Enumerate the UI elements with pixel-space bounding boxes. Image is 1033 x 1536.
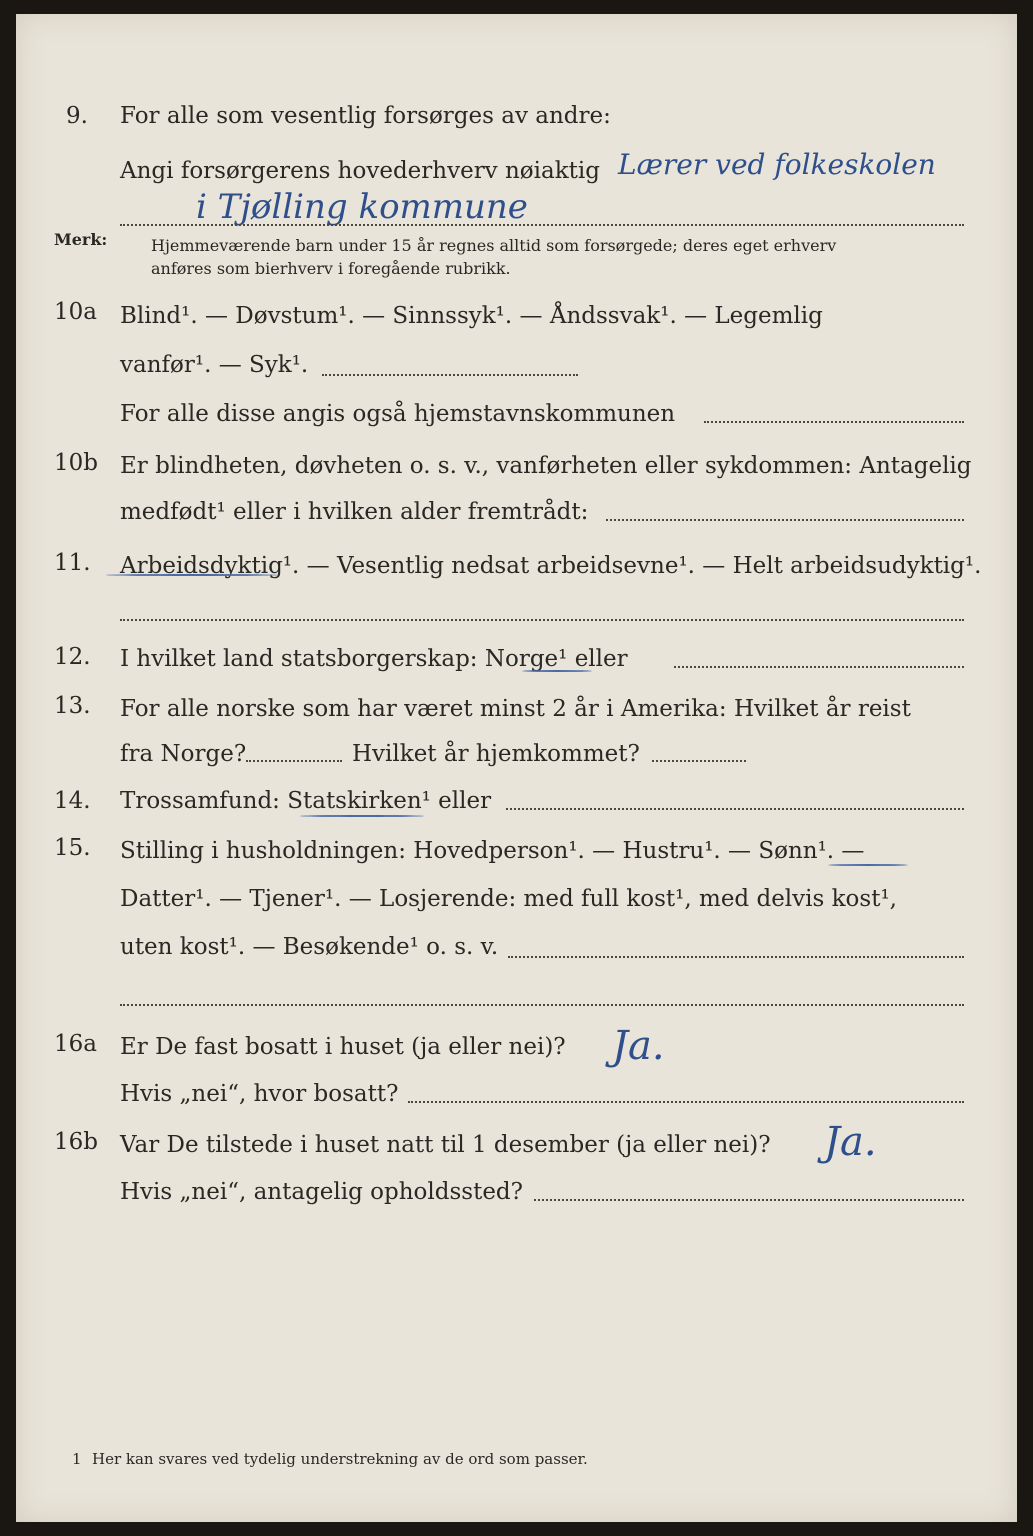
q15-sonn-underline <box>828 864 908 866</box>
q10b-number: 10b <box>54 450 98 476</box>
q9-number: 9. <box>66 103 88 129</box>
merk-label: Merk: <box>54 230 108 249</box>
q14-number: 14. <box>54 788 91 814</box>
q10a-hjemstavn-rule <box>704 421 964 423</box>
q15-rule <box>508 956 964 958</box>
q15-extra-rule <box>120 1004 964 1006</box>
q15-line1: Stilling i husholdningen: Hovedperson¹. — Hustru¹. — Sønn¹. — <box>120 838 865 864</box>
q10a-line1: Blind¹. — Døvstum¹. — Sinnssyk¹. — Åndssvak¹. — Legemlig <box>120 303 823 329</box>
q13-hjemkommet-rule <box>652 760 746 762</box>
q11-arbeidsdyktig-underline <box>106 574 278 576</box>
q16b-rule <box>534 1199 964 1201</box>
q10b-line1: Er blindheten, døvheten o. s. v., vanførheten eller sykdommen: Antagelig <box>120 453 972 479</box>
q12-rule <box>674 666 964 668</box>
q11-number: 11. <box>54 550 91 576</box>
q12-number: 12. <box>54 644 91 670</box>
q13-line2a: fra Norge? <box>120 741 247 767</box>
q16a-line2: Hvis „nei“, hvor bosatt? <box>120 1081 399 1107</box>
merk-line2: anføres som bierhverv i foregående rubrikk. <box>151 259 511 278</box>
q10a-line3: For alle disse angis også hjemstavnskommunen <box>120 401 676 427</box>
q14-rule <box>506 808 964 810</box>
q9-line1: For alle som vesentlig forsørges av andre: <box>120 103 611 129</box>
q16b-line1: Var De tilstede i huset natt til 1 desember (ja eller nei)? <box>120 1132 771 1158</box>
q9-answer-line2: i Tjølling kommune <box>196 187 528 227</box>
q12-line1: I hvilket land statsborgerskap: Norge¹ eller <box>120 646 628 672</box>
q14-statskirken-underline <box>300 815 424 817</box>
q15-number: 15. <box>54 835 91 861</box>
q13-line1: For alle norske som har været minst 2 år i Amerika: Hvilket år reist <box>120 696 911 722</box>
q13-number: 13. <box>54 693 91 719</box>
footnote-text: Her kan svares ved tydelig understrekning av de ord som passer. <box>92 1450 588 1468</box>
q10b-line2: medfødt¹ eller i hvilken alder fremtrådt: <box>120 499 589 525</box>
q9-answer-line1: Lærer ved folkeskolen <box>618 148 936 181</box>
q10b-rule <box>606 519 964 521</box>
q16b-line2: Hvis „nei“, antagelig opholdssted? <box>120 1179 523 1205</box>
q10a-number: 10a <box>54 299 97 325</box>
q13-line2b: Hvilket år hjemkommet? <box>352 741 640 767</box>
q9-answer-rule <box>120 224 964 226</box>
q16a-rule <box>408 1101 964 1103</box>
q16a-line1: Er De fast bosatt i huset (ja eller nei)? <box>120 1034 566 1060</box>
census-form-page <box>16 14 1017 1522</box>
q16a-number: 16a <box>54 1031 97 1057</box>
merk-line1: Hjemmeværende barn under 15 år regnes alltid som forsørgede; deres eget erhverv <box>151 236 837 255</box>
q9-line2: Angi forsørgerens hovederhverv nøiaktig <box>120 158 600 184</box>
q16b-answer: Ja. <box>824 1119 877 1165</box>
q11-rule <box>120 619 964 621</box>
footnote-marker: 1 <box>72 1450 82 1468</box>
q13-reist-rule <box>246 760 342 762</box>
q10a-syk-rule <box>322 374 578 376</box>
q10a-line2: vanfør¹. — Syk¹. <box>120 352 309 378</box>
q15-line3: uten kost¹. — Besøkende¹ o. s. v. <box>120 934 499 960</box>
q11-line1: Arbeidsdyktig¹. — Vesentlig nedsat arbeidsevne¹. — Helt arbeidsudyktig¹. <box>120 553 982 579</box>
q12-norge-underline <box>522 670 592 672</box>
q15-line2: Datter¹. — Tjener¹. — Losjerende: med full kost¹, med delvis kost¹, <box>120 886 897 912</box>
q16b-number: 16b <box>54 1129 98 1155</box>
q16a-answer: Ja. <box>612 1023 665 1069</box>
q14-line1: Trossamfund: Statskirken¹ eller <box>120 788 492 814</box>
